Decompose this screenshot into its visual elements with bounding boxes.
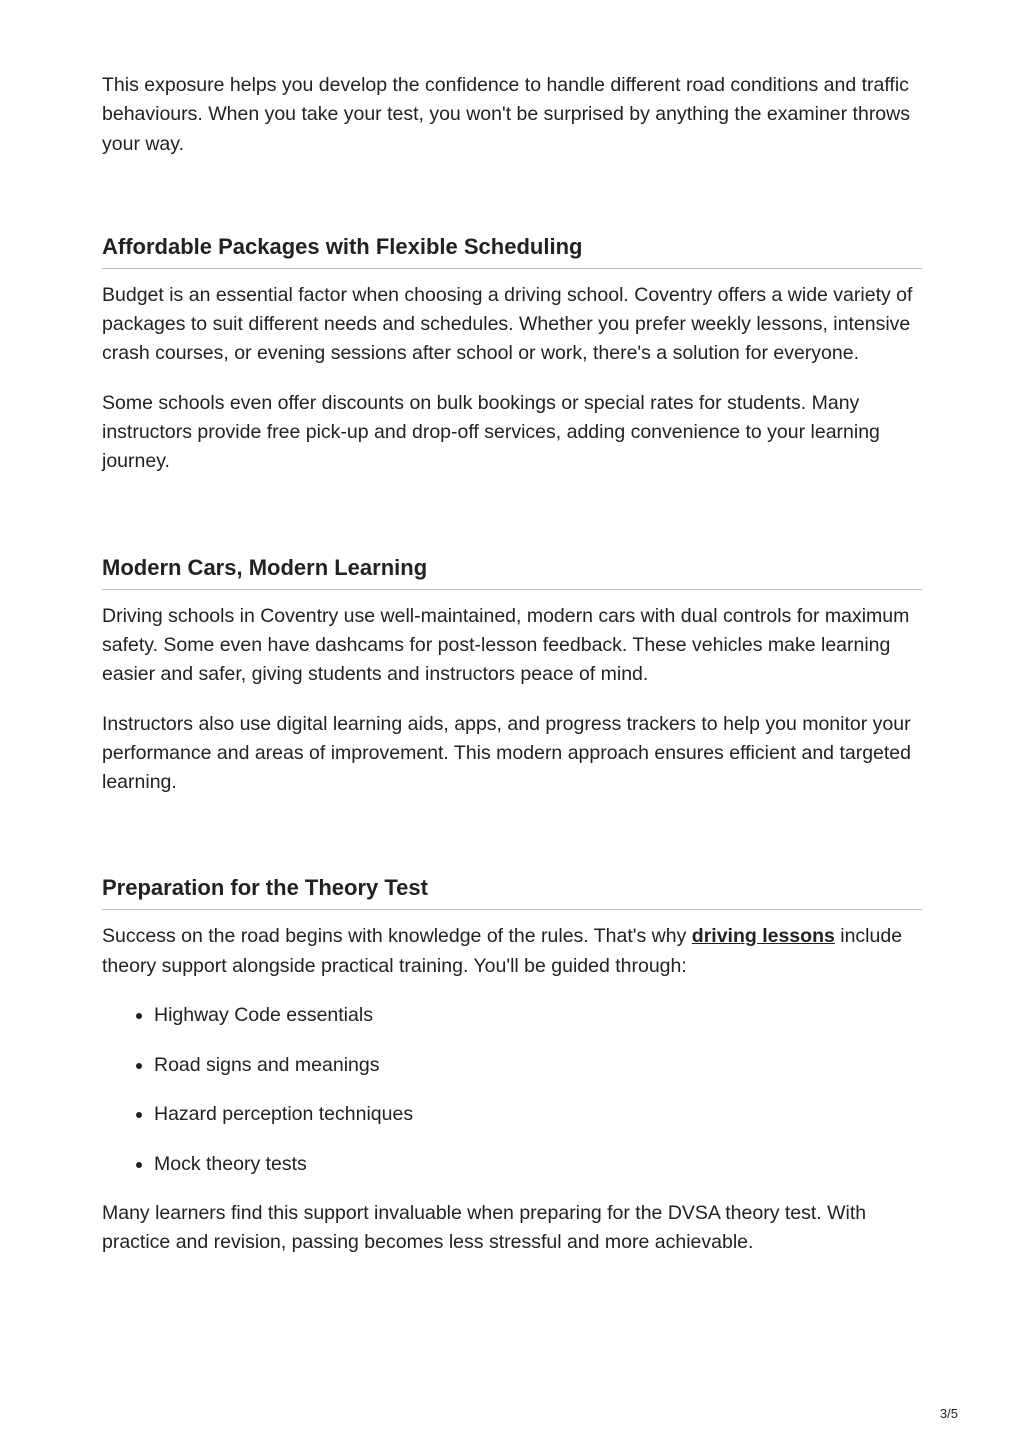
theory-text-after-link: include theory support alongside practical training. You'll be guided through:: [102, 925, 903, 977]
list-item: • Road signs and meanings: [154, 1051, 922, 1080]
cars-paragraph-2: Instructors also use digital learning aids, apps, and progress trackers to help you monitor your performance and areas of improvement. This modern approach ensures efficient and targeted learning.: [102, 712, 911, 794]
cars-paragraph-1: Driving schools in Coventry use well-maintained, modern cars with dual controls for maximum safety. Some even have dashcams for post-lesson feedback. These vehicles make learning easier and safer, giving students and instructors peace of mind.: [102, 604, 910, 686]
theory-text-before-link: Success on the road begins with knowledge of the rules. That's why: [102, 925, 692, 948]
driving-lessons-link[interactable]: driving lessons: [691, 925, 835, 948]
heading-affordable-packages: Affordable Packages with Flexible Scheduling: [102, 234, 922, 269]
packages-paragraph-2: Some schools even offer discounts on bulk bookings or special rates for students. Many instructors provide free pick-up and drop-off services, adding convenience to your learning journey.: [102, 391, 880, 473]
list-item: • Hazard perception techniques: [154, 1100, 922, 1129]
page-number: 3/5: [939, 1406, 958, 1421]
heading-modern-cars: Modern Cars, Modern Learning: [102, 555, 922, 590]
theory-topic-list: [102, 1001, 922, 1179]
packages-paragraph-1: Budget is an essential factor when choosing a driving school. Coventry offers a wide variety of packages to suit different needs and schedules. Whether you prefer weekly lessons, intensive crash courses, or evening sessions after school or work, there's a solution for everyone.: [102, 283, 913, 365]
list-item: • Mock theory tests: [154, 1150, 922, 1179]
intro-paragraph: This exposure helps you develop the confidence to handle different road conditions and traffic behaviours. When you take your test, you won't be surprised by anything the examiner throws your way.: [102, 74, 910, 155]
heading-theory-test: Preparation for the Theory Test: [102, 875, 922, 910]
theory-paragraph-2: Many learners find this support invaluable when preparing for the DVSA theory test. With practice and revision, passing becomes less stressful and more achievable.: [102, 1202, 867, 1254]
document-body: [102, 0, 922, 1258]
list-item: • Highway Code essentials: [154, 1001, 922, 1030]
theory-paragraph-1: [102, 922, 922, 981]
